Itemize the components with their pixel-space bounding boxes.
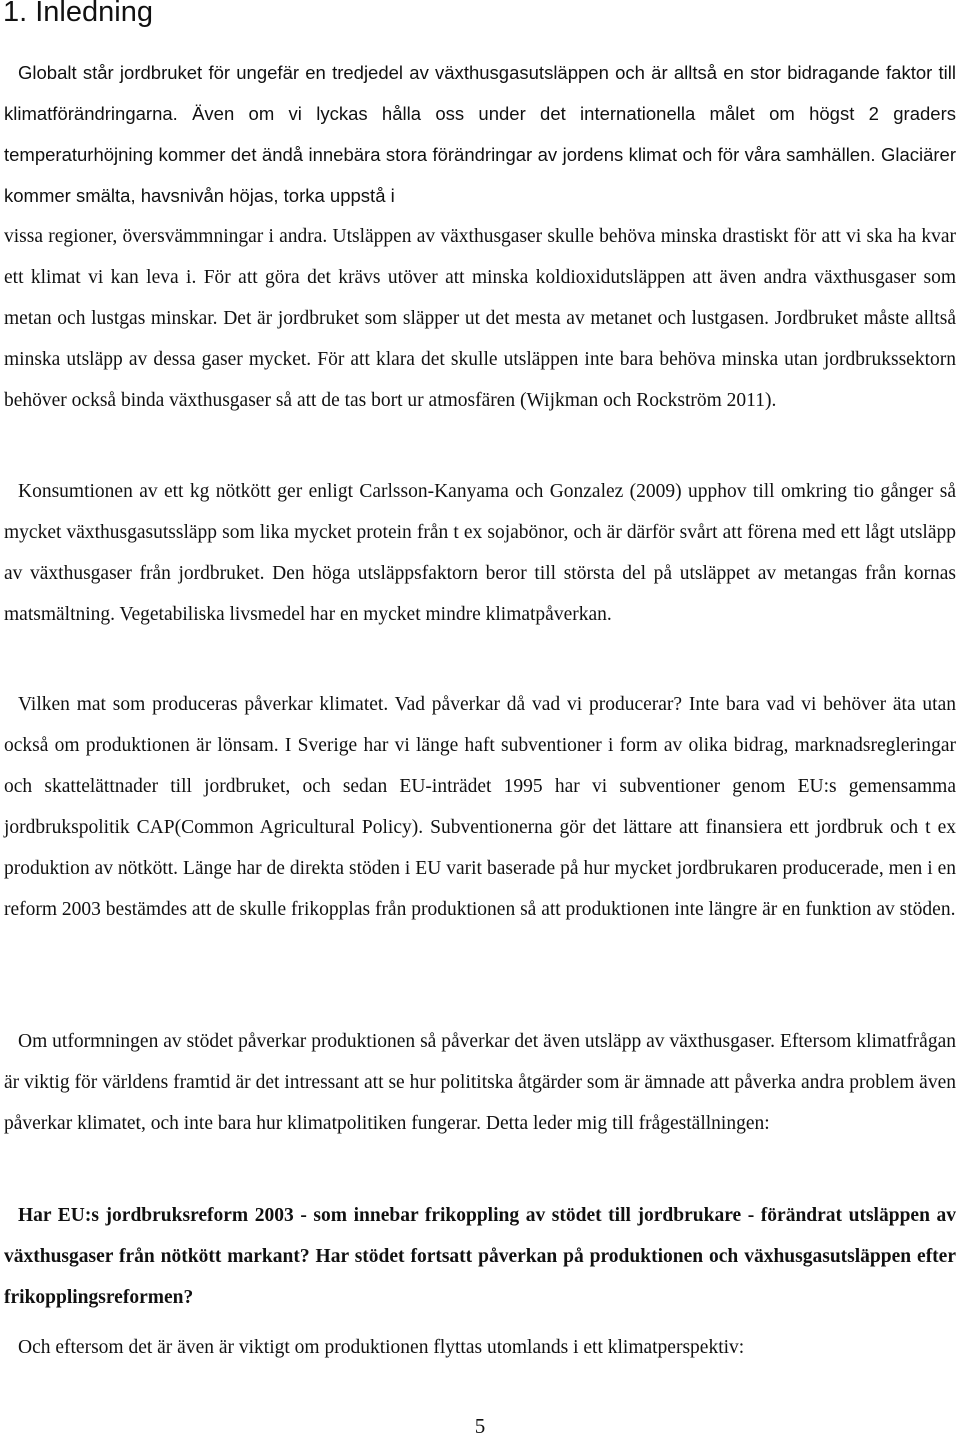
section-heading: 1. Inledning [3, 0, 153, 28]
motivation-paragraph: Om utformningen av stödet påverkar produktionen så påverkar det även utsläpp av växthusgaser. Eftersom klimatfrågan är viktig för världens framtid är det intressant att se hur polititska åtgärder som är ämnade att påverka andra problem även påverkar klimatet, och inte bara hur klimatpolitiken fungerar. Detta leder mig till frågeställningen: [4, 1031, 956, 1134]
closing-paragraph: Och eftersom det är även är viktigt om produktionen flyttas utomlands i ett klimatperspektiv: [18, 1337, 745, 1358]
research-question-paragraph: Har EU:s jordbruksreform 2003 - som innebar frikoppling av stödet till jordbrukare - förändrat utsläppen av växthusgaser från nötkött markant? Har stödet fortsatt påverkan på produktionen och växhusgasutsläppen efter frikopplingsreformen? [4, 1205, 956, 1308]
consumption-paragraph: Konsumtionen av ett kg nötkött ger enligt Carlsson-Kanyama och Gonzalez (2009) upphov till omkring tio gånger så mycket växthusgasutssläpp som lika mycket protein från t ex sojabönor, och är därför svårt att förena med ett lågt utsläpp av växthusgaser från jordbruket. Den höga utsläppsfaktorn beror till största del på utsläppet av metangas från kornas matsmältning. Vegetabiliska livsmedel har en mycket mindre klimatpåverkan. [4, 481, 956, 625]
intro-paragraph-sans: Globalt står jordbruket för ungefär en tredjedel av växthusgasutsläppen och är alltså en stor bidragande faktor till klimatförändringarna. Även om vi lyckas hålla oss under det internationella målet om högst 2 graders temperaturhöjning kommer det ändå innebära stora förändringar av jordens klimat och för våra samhällen. Glaciärer kommer smälta, havsnivån höjas, torka uppstå i [4, 62, 956, 206]
intro-paragraph-serif: vissa regioner, översvämmningar i andra. Utsläppen av växthusgaser skulle behöva minska drastiskt för att vi ska ha kvar ett klimat vi kan leva i. För att göra det krävs utöver att minska koldioxidutsläppen att även andra växthusgaser som metan och lustgas minskar. Det är jordbruket som släpper ut det mesta av metanet och lustgasen. Jordbruket måste alltså minska utsläpp av dessa gaser mycket. För att klara det skulle utsläppen inte bara behöva minska utan jordbrukssektorn behöver också binda växthusgaser så att de tas bort ur atmosfären (Wijkman och Rockström 2011). [4, 226, 956, 411]
page-number: 5 [474, 1414, 486, 1438]
subsidies-paragraph: Vilken mat som produceras påverkar klimatet. Vad påverkar då vad vi producerar? Inte bara vad vi behöver äta utan också om produktionen är lönsam. I Sverige har vi länge haft subventioner i form av olika bidrag, marknadsregleringar och skattelättnader till jordbruket, och sedan EU-inträdet 1995 har vi subventioner genom EU:s gemensamma jordbrukspolitik CAP(Common Agricultural Policy). Subventionerna gör det lättare att finansiera ett jordbruk och t ex produktion av nötkött. Länge har de direkta stöden i EU varit baserade på hur mycket jordbrukaren producerade, men i en reform 2003 bestämdes att de skulle frikopplas från produktionen så att produktionen inte längre är en funktion av stöden. [4, 694, 956, 920]
